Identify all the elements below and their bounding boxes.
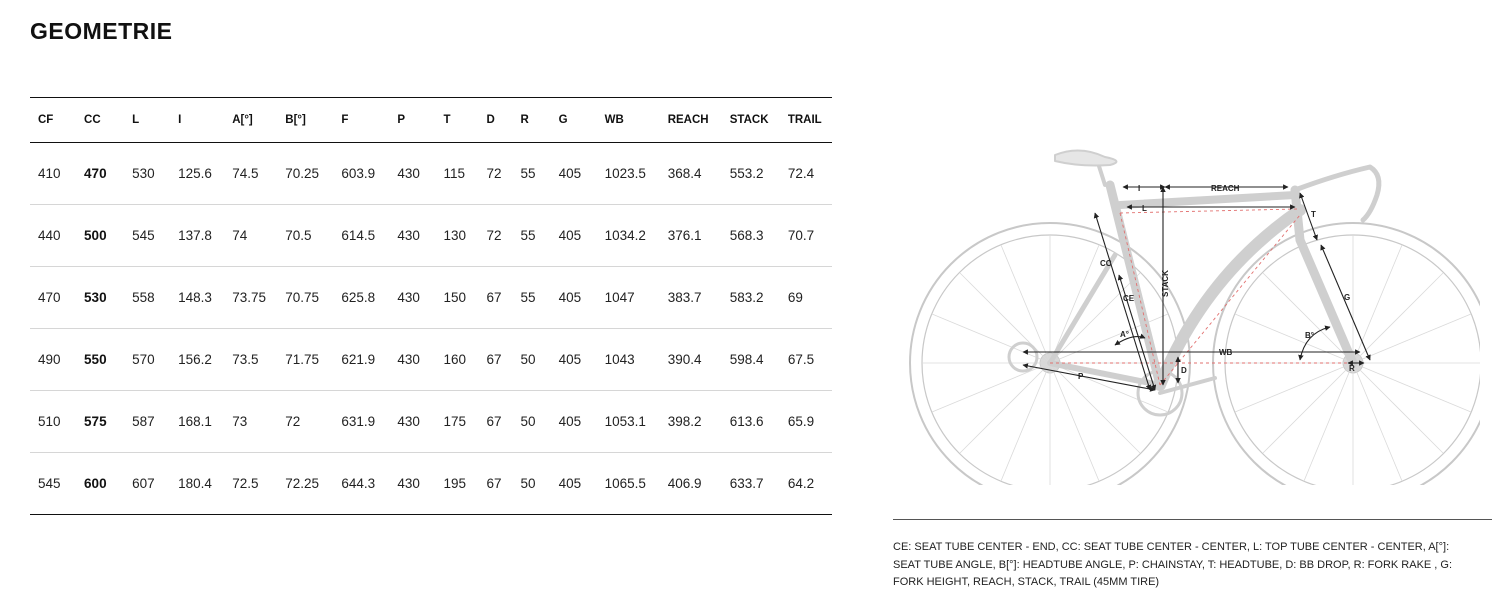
table-cell: 575 xyxy=(76,391,124,453)
table-cell: 70.5 xyxy=(277,205,333,267)
table-cell: 1065.5 xyxy=(597,453,660,515)
label-wb: WB xyxy=(1219,348,1233,357)
label-d: D xyxy=(1181,366,1187,375)
column-header: L xyxy=(124,98,170,143)
legend-note: CE: SEAT TUBE CENTER - END, CC: SEAT TUBE CENTER - CENTER, L: TOP TUBE CENTER - CENTER, A[°]: SEAT TUBE ANGLE, B[°]: HEADTUBE ANGLE, P: CHAINSTAY, T: HEADTUBE, D: BB DROP, R: FORK RAKE , G: FORK HEIGHT, REACH, STACK, TRAIL (45MM TIRE) xyxy=(893,541,1453,588)
table-cell: 545 xyxy=(124,205,170,267)
table-cell: 67 xyxy=(478,453,512,515)
table-cell: 55 xyxy=(513,205,551,267)
table-cell: 150 xyxy=(435,267,478,329)
column-header: TRAIL xyxy=(780,98,832,143)
label-b: B° xyxy=(1305,331,1314,340)
note-divider xyxy=(893,519,1492,520)
table-cell: 633.7 xyxy=(722,453,780,515)
table-cell: 156.2 xyxy=(170,329,224,391)
table-cell: 67.5 xyxy=(780,329,832,391)
column-header: P xyxy=(389,98,435,143)
table-row xyxy=(30,267,832,329)
table-cell: 570 xyxy=(124,329,170,391)
column-header: B[°] xyxy=(277,98,333,143)
label-p: P xyxy=(1078,372,1084,381)
table-row xyxy=(30,453,832,515)
table-cell: 490 xyxy=(30,329,76,391)
table-cell: 644.3 xyxy=(333,453,389,515)
table-cell: 72.25 xyxy=(277,453,333,515)
table-row xyxy=(30,329,832,391)
table-cell: 430 xyxy=(389,391,435,453)
table-cell: 568.3 xyxy=(722,205,780,267)
table-cell: 587 xyxy=(124,391,170,453)
column-header: REACH xyxy=(660,98,722,143)
table-cell: 74.5 xyxy=(224,143,277,205)
label-i: I xyxy=(1138,184,1141,193)
table-cell: 621.9 xyxy=(333,329,389,391)
table-cell: 50 xyxy=(513,453,551,515)
table-cell: 71.75 xyxy=(277,329,333,391)
table-cell: 405 xyxy=(551,205,597,267)
table-cell: 55 xyxy=(513,143,551,205)
table-cell: 72 xyxy=(478,143,512,205)
table-cell: 72.5 xyxy=(224,453,277,515)
table-cell: 545 xyxy=(30,453,76,515)
table-cell: 500 xyxy=(76,205,124,267)
table-cell: 1047 xyxy=(597,267,660,329)
table-cell: 631.9 xyxy=(333,391,389,453)
table-cell: 430 xyxy=(389,329,435,391)
table-row xyxy=(30,205,832,267)
table-cell: 398.2 xyxy=(660,391,722,453)
column-header: T xyxy=(435,98,478,143)
table-cell: 430 xyxy=(389,267,435,329)
label-r: R xyxy=(1349,364,1355,373)
geometry-guides xyxy=(1050,209,1353,385)
table-cell: 405 xyxy=(551,267,597,329)
table-cell: 175 xyxy=(435,391,478,453)
table-cell: 73.75 xyxy=(224,267,277,329)
table-cell: 70.7 xyxy=(780,205,832,267)
table-cell: 376.1 xyxy=(660,205,722,267)
label-ce: CE xyxy=(1123,294,1135,303)
table-cell: 383.7 xyxy=(660,267,722,329)
table-cell: 50 xyxy=(513,391,551,453)
table-cell: 67 xyxy=(478,267,512,329)
table-cell: 1053.1 xyxy=(597,391,660,453)
table-cell: 115 xyxy=(435,143,478,205)
table-cell: 65.9 xyxy=(780,391,832,453)
table-cell: 470 xyxy=(30,267,76,329)
table-cell: 160 xyxy=(435,329,478,391)
table-cell: 530 xyxy=(76,267,124,329)
table-cell: 73.5 xyxy=(224,329,277,391)
table-cell: 625.8 xyxy=(333,267,389,329)
table-cell: 613.6 xyxy=(722,391,780,453)
table-cell: 130 xyxy=(435,205,478,267)
label-g: G xyxy=(1344,293,1351,302)
table-cell: 67 xyxy=(478,329,512,391)
label-reach: REACH xyxy=(1211,184,1240,193)
table-cell: 600 xyxy=(76,453,124,515)
table-cell: 405 xyxy=(551,329,597,391)
table-header-row xyxy=(30,98,832,143)
table-row xyxy=(30,391,832,453)
table-cell: 195 xyxy=(435,453,478,515)
table-cell: 73 xyxy=(224,391,277,453)
table-cell: 406.9 xyxy=(660,453,722,515)
table-cell: 125.6 xyxy=(170,143,224,205)
label-l: L xyxy=(1142,204,1147,213)
table-cell: 390.4 xyxy=(660,329,722,391)
table-cell: 72 xyxy=(277,391,333,453)
table-cell: 168.1 xyxy=(170,391,224,453)
page-title: GEOMETRIE xyxy=(30,18,173,44)
table-cell: 550 xyxy=(76,329,124,391)
table-cell: 405 xyxy=(551,143,597,205)
table-cell: 614.5 xyxy=(333,205,389,267)
table-cell: 530 xyxy=(124,143,170,205)
table-body xyxy=(30,143,832,515)
label-stack: STACK xyxy=(1161,270,1170,297)
column-header: F xyxy=(333,98,389,143)
column-header: A[°] xyxy=(224,98,277,143)
table-cell: 430 xyxy=(389,143,435,205)
table-cell: 440 xyxy=(30,205,76,267)
table-cell: 410 xyxy=(30,143,76,205)
column-header: CF xyxy=(30,98,76,143)
table-cell: 405 xyxy=(551,453,597,515)
table-cell: 430 xyxy=(389,453,435,515)
table-cell: 148.3 xyxy=(170,267,224,329)
table-cell: 64.2 xyxy=(780,453,832,515)
table-cell: 368.4 xyxy=(660,143,722,205)
column-header: G xyxy=(551,98,597,143)
table-cell: 50 xyxy=(513,329,551,391)
column-header: D xyxy=(478,98,512,143)
column-header: CC xyxy=(76,98,124,143)
label-a: A° xyxy=(1120,330,1129,339)
table-cell: 1034.2 xyxy=(597,205,660,267)
table-cell: 137.8 xyxy=(170,205,224,267)
column-header: I xyxy=(170,98,224,143)
label-t: T xyxy=(1311,210,1316,219)
table-cell: 67 xyxy=(478,391,512,453)
table-cell: 69 xyxy=(780,267,832,329)
table-cell: 558 xyxy=(124,267,170,329)
column-header: R xyxy=(513,98,551,143)
table-cell: 603.9 xyxy=(333,143,389,205)
table-cell: 583.2 xyxy=(722,267,780,329)
table-cell: 1043 xyxy=(597,329,660,391)
table-cell: 72 xyxy=(478,205,512,267)
table-cell: 180.4 xyxy=(170,453,224,515)
geometry-table xyxy=(30,97,832,515)
table-cell: 55 xyxy=(513,267,551,329)
label-cc: CC xyxy=(1100,259,1112,268)
column-header: WB xyxy=(597,98,660,143)
table-cell: 598.4 xyxy=(722,329,780,391)
bike-geometry-diagram xyxy=(905,135,1480,485)
table-cell: 70.75 xyxy=(277,267,333,329)
table-cell: 1023.5 xyxy=(597,143,660,205)
table-cell: 510 xyxy=(30,391,76,453)
column-header: STACK xyxy=(722,98,780,143)
table-cell: 430 xyxy=(389,205,435,267)
table-cell: 607 xyxy=(124,453,170,515)
table-cell: 74 xyxy=(224,205,277,267)
table-cell: 553.2 xyxy=(722,143,780,205)
table-cell: 72.4 xyxy=(780,143,832,205)
table-row xyxy=(30,143,832,205)
table-cell: 70.25 xyxy=(277,143,333,205)
table-cell: 405 xyxy=(551,391,597,453)
table-cell: 470 xyxy=(76,143,124,205)
